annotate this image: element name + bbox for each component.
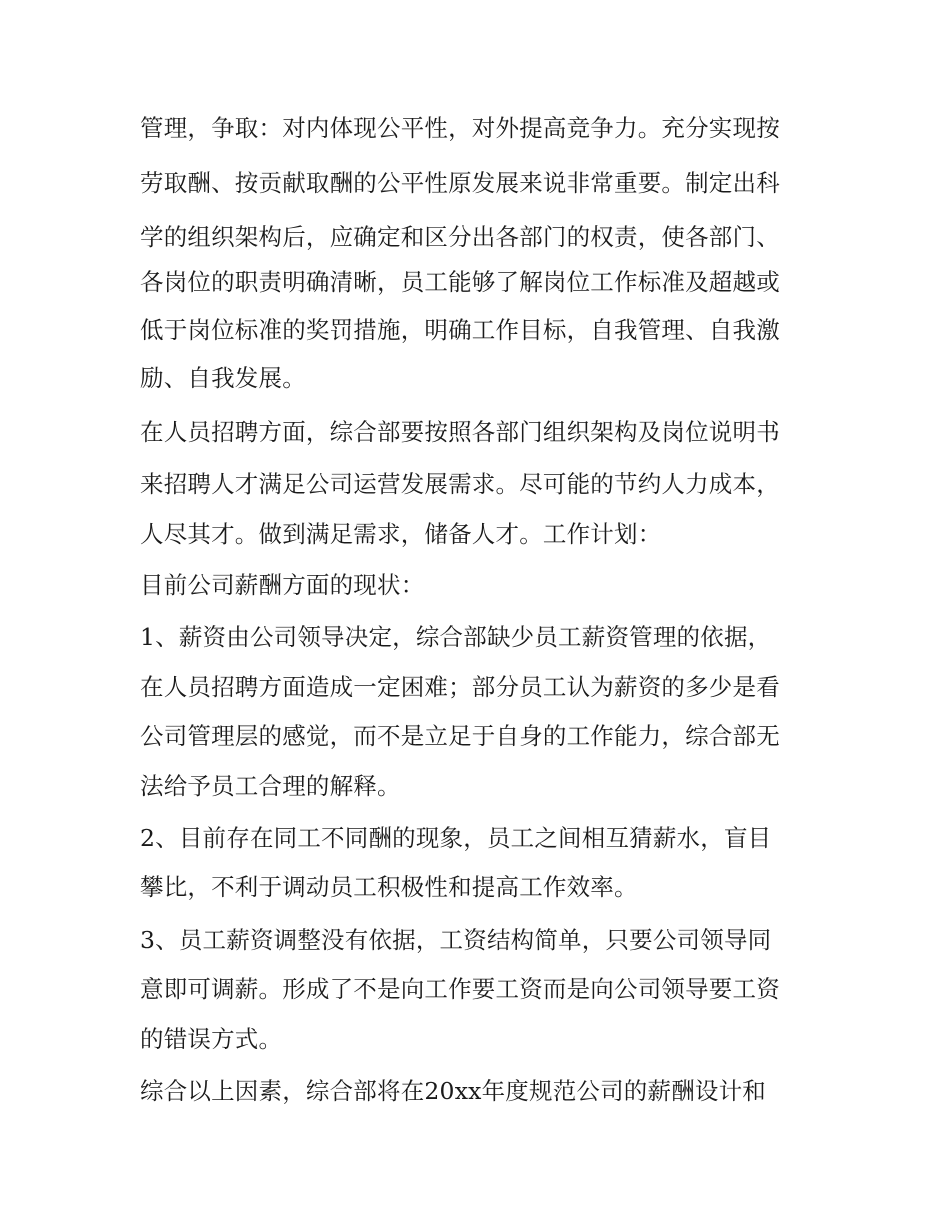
text-line-3: 学的组织架构后，应确定和区分出各部门的权责，使各部门、 <box>140 223 780 251</box>
text-line-5: 低于岗位标准的奖罚措施，明确工作目标，自我管理、自我激 <box>140 316 780 344</box>
text-line-7: 在人员招聘方面，综合部要按照各部门组织架构及岗位说明书 <box>140 418 780 446</box>
text-line-18: 意即可调薪。形成了不是向工作要工资而是向公司领导要工资 <box>140 975 780 1003</box>
text-line-1: 管理，争取：对内体现公平性，对外提高竞争力。充分实现按 <box>140 114 780 142</box>
text-line-16: 攀比，不利于调动员工积极性和提高工作效率。 <box>140 873 638 901</box>
text-line-8: 来招聘人才满足公司运营发展需求。尽可能的节约人力成本， <box>140 470 780 498</box>
text-line-20: 综合以上因素，综合部将在20xx年度规范公司的薪酬设计和 <box>140 1077 767 1105</box>
text-line-12: 在人员招聘方面造成一定困难；部分员工认为薪资的多少是看 <box>140 673 780 701</box>
text-line-4: 各岗位的职责明确清晰，员工能够了解岗位工作标准及超越或 <box>140 268 780 296</box>
text-line-11: 1、薪资由公司领导决定，综合部缺少员工薪资管理的依据， <box>140 623 772 651</box>
text-line-10: 目前公司薪酬方面的现状： <box>140 571 425 599</box>
text-line-2: 劳取酬、按贡献取酬的公平性原发展来说非常重要。制定出科 <box>140 169 780 197</box>
text-line-14: 法给予员工合理的解释。 <box>140 772 401 800</box>
text-line-17: 3、员工薪资调整没有依据，工资结构简单，只要公司领导同 <box>140 926 772 954</box>
text-line-6: 励、自我发展。 <box>140 364 306 392</box>
text-line-9: 人尽其才。做到满足需求，储备人才。工作计划： <box>140 520 662 548</box>
text-line-19: 的错误方式。 <box>140 1025 283 1053</box>
text-line-13: 公司管理层的感觉，而不是立足于自身的工作能力，综合部无 <box>140 722 780 750</box>
text-line-15: 2、目前存在同工不同酬的现象，员工之间相互猜薪水，盲目 <box>140 824 772 852</box>
